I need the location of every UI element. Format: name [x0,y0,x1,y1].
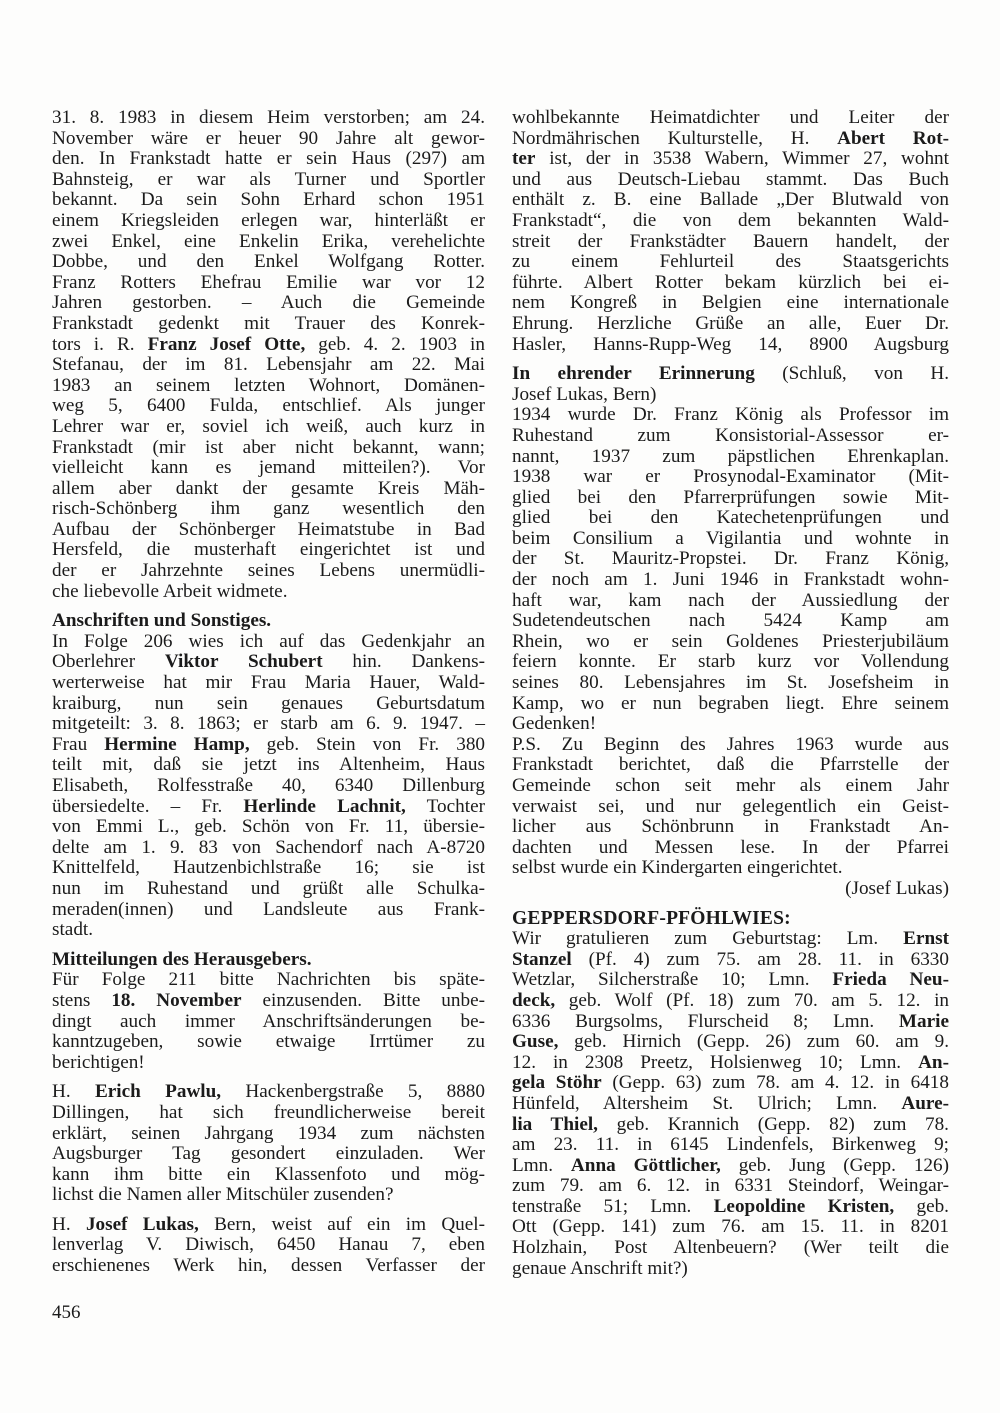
text-line [512,991,949,1012]
text-run: verwaist sei, und nur gelegentlich ein Geist- [512,795,949,817]
text-run: geb. Jung (Gepp. 126) [720,1154,949,1176]
text-run: hin. Dankens- [322,651,485,673]
text-run: Dobbe, und den Enkel Wolfgang Rotter. [52,251,485,273]
text-line [52,376,485,397]
text-run: Lehrer war er, soviel ich weiß, auch kurz in [52,415,485,437]
text-line [512,314,949,335]
text-run: Ehrung. Herzliche Grüße an alle, Euer Dr. [512,312,949,334]
text-run: Bahnsteig, er war als Turner und Sportler [52,168,485,190]
text-line [52,170,485,191]
text-line [512,108,949,129]
text-line [512,335,949,356]
text-line [52,1012,485,1033]
text-run: November wäre er heuer 90 Jahre alt gewor- [52,127,485,149]
text-run: weg 5, 6400 Fulda, entschlief. Als junger [52,395,485,417]
text-run: Ruhestand zum Konsistorial-Assessor er- [512,424,949,446]
text-run: Augsburger Tag gesondert einzuladen. Wer [52,1143,485,1165]
text-run: Oberlehrer [52,651,165,673]
text-run: (Pf. 4) zum 75. am 28. 11. in 6330 [571,948,949,970]
section-heading [512,909,949,930]
text-run: 1934 wurde Dr. Franz König als Professor im [512,404,949,426]
text-run: teilt mit, daß sie jetzt ins Altenheim, Haus [52,754,485,776]
text-run: Hersfeld, die musterhaft eingerichtet ist und [52,539,485,561]
text-run: Sudetendeutschen nach 5424 Kamp am [512,610,949,632]
text-line [52,273,485,294]
text-line [512,211,949,232]
text-run: mitgeteilt: 3. 8. 1863; er starb am 6. 9. 1947. – [52,713,485,735]
text-line [512,1135,949,1156]
text-line [52,417,485,438]
text-line [52,1144,485,1165]
text-line [52,190,485,211]
text-line [512,950,949,971]
text-run: enthält z. B. eine Ballade „Der Blutwald von [512,189,949,211]
text-line [52,108,485,129]
text-line [52,950,485,971]
text-run: Aufbau der Schönberger Heimatstube in Bad [52,518,485,540]
text-run: erschienenes Werk hin, dessen Verfasser der [52,1255,485,1277]
text-line [512,1217,949,1238]
text-line [52,499,485,520]
text-line [52,1053,485,1074]
text-run: Für Folge 211 bitte Nachrichten bis späte- [52,969,485,991]
text-run: Hasler, Hanns-Rupp-Weg 14, 8900 Augsburg [512,333,949,355]
text-line [52,817,485,838]
text-line [512,190,949,211]
text-line [52,970,485,991]
text-line [52,520,485,541]
text-run: übersiedelte. – Fr. [52,795,244,817]
text-run: dachten und Messen lese. In der Pfarrei [512,836,949,858]
text-run: zwei Enkel, eine Enkelin Erika, verehelichte [52,230,485,252]
text-run: 1938 war er Prosynodal-Examinator (Mit- [512,466,949,488]
bold-name: Leopoldine Kristen, [713,1195,895,1217]
text-run: kanntzugeben, sowie etwaige Irrtümer zu [52,1031,485,1053]
text-line [512,1073,949,1094]
text-line [512,929,949,950]
text-line [52,458,485,479]
text-run: (Schluß, von H. [754,363,949,385]
text-line [512,1012,949,1033]
text-run: wohlbekannte Heimatdichter und Leiter der [512,107,949,128]
text-run: Rhein, wo er sein Goldenes Priesterjubiläum [512,630,949,652]
text-run: der er Jahrzehnte seines Lebens unermüdli- [52,560,485,582]
text-line [512,1156,949,1177]
text-run: erklärt, seinen Jahrgang 1934 zum nächsten [52,1122,485,1144]
text-line [512,1032,949,1053]
text-run: geb. Krannich (Gepp. 82) zum 78. [597,1113,949,1135]
text-line [512,293,949,314]
bold-name: Erich Pawlu, [94,1081,222,1103]
right-column [512,108,949,1279]
text-run: nun im Ruhestand und grüßt alle Schulka- [52,877,485,899]
left-column [52,108,485,1277]
paragraph [52,108,485,602]
text-run: Kamp, wo er nun begraben liegt. Ehre seinem [512,692,949,714]
text-run: einzusenden. Bitte unbe- [241,989,485,1011]
text-run: Frankstadt gedenkt mit Trauer des Konrek- [52,312,485,334]
paragraph [512,929,949,1279]
bold-name: Josef Lukas, [85,1213,199,1235]
text-run: Stefanau, der im 81. Lebensjahr am 22. Mai [52,354,485,376]
text-run: bekannt. Da sein Sohn Erhard schon 1951 [52,189,485,211]
text-line [512,570,949,591]
text-line [52,479,485,500]
text-line [52,232,485,253]
text-line [52,632,485,653]
text-run: zum 79. am 6. 12. in 6331 Steindorf, Weingar- [512,1175,949,1197]
text-run: haft war, kam nach der Aussiedlung der [512,589,949,611]
text-run: selbst wurde ein Kindergarten eingerichtet. [512,857,843,879]
text-run: seines 80. Lebensjahres im St. Josefsheim in [512,672,949,694]
text-line [52,838,485,859]
text-line [52,314,485,335]
text-line [512,817,949,838]
text-line [512,1094,949,1115]
text-run: ist, der in 3538 Wabern, Wimmer 27, wohnt [535,148,949,170]
text-run: Knittelfeld, Hautzenbichlstraße 16; sie ist [52,857,485,879]
text-line [512,591,949,612]
bold-name: deck, [512,989,556,1011]
text-run: den. In Frankstadt hatte er sein Haus (297) am [52,148,485,170]
text-run: meraden(innen) und Landsleute aus Frank- [52,898,485,920]
text-line [512,129,949,150]
paragraph [512,108,949,355]
text-run: Wetzlar, Silcherstraße 10; Lmn. [512,969,833,991]
bold-name: Herlinde Lachnit, [243,795,406,817]
text-run: Frankstadt“, die von dem bekannten Wald- [512,209,949,231]
text-run: Hünfeld, Altersheim St. Ulrich; Lmn. [512,1092,902,1114]
text-line [52,1185,485,1206]
text-line [512,1259,949,1280]
text-line [52,561,485,582]
bold-name: lia Thiel, [512,1113,598,1135]
text-line [512,488,949,509]
text-run: vielleicht kann es jemand mitteilen?). Vor [52,457,485,479]
text-run: führte. Albert Rotter bekam kürzlich bei ei- [512,271,949,293]
text-run: der St. Mauritz-Propstei. Dr. Franz König, [512,548,949,570]
text-run: In Folge 206 wies ich auf das Gedenkjahr an [52,630,485,652]
bold-name: Stanzel [512,948,572,970]
text-run: risch-Schönberg ihm ganz wesentlich den [52,498,485,520]
text-line [52,293,485,314]
bold-name: Viktor Schubert [164,651,323,673]
text-run: Franz Rotters Ehefrau Emilie war vor 12 [52,271,485,293]
text-line [512,529,949,550]
text-line [512,797,949,818]
text-run: tors i. R. [52,333,148,355]
text-line [512,364,949,385]
text-line [52,211,485,232]
text-line [512,755,949,776]
bold-name: Abert Rot- [837,127,949,149]
text-run: Holzhain, Post Altenbeuern? (Wer teilt die [512,1237,949,1259]
bold-name: Hermine Hamp, [104,733,250,755]
text-line [52,1256,485,1277]
paragraph [52,1082,485,1206]
text-run: licher aus Schönbrunn in Frankstadt An- [512,816,949,838]
text-line [512,909,949,930]
text-run: glied bei den Katechetenprüfungen und [512,507,949,529]
text-run: dingt auch immer Anschriftsänderungen be- [52,1010,485,1032]
text-line [52,714,485,735]
text-run: Elisabeth, Rolfesstraße 40, 6340 Dillenburg [52,775,485,796]
text-line [512,694,949,715]
text-run: werterweise hat mir Frau Maria Hauer, Wald- [52,672,485,694]
text-run: H. [52,1213,86,1235]
text-run: stens [52,989,112,1011]
text-line [52,1082,485,1103]
text-line [52,1165,485,1186]
text-run: tenstraße 51; Lmn. [512,1195,714,1217]
bold-name: An- [918,1051,949,1073]
text-line [52,1103,485,1124]
text-run: P.S. Zu Beginn des Jahres 1963 wurde aus [512,733,949,755]
text-run: streit der Frankstädter Bauern handelt, der [512,230,949,252]
text-line [512,611,949,632]
paragraph [52,970,485,1073]
text-run: glied bei den Pfarrerprüfungen sowie Mit- [512,486,949,508]
text-run: che liebevolle Arbeit widmete. [52,580,288,602]
text-run: der noch am 1. Juni 1946 in Frankstadt wohn- [512,569,949,591]
text-line [512,714,949,735]
text-line [52,652,485,673]
text-line [512,632,949,653]
text-run: beim Consilium a Vigilantia und wohnte in [512,527,949,549]
text-line [52,1032,485,1053]
text-run: 31. 8. 1983 in diesem Heim verstorben; am 24. [52,107,485,128]
text-line [512,252,949,273]
text-run: nem Kongreß in Belgien eine internationale [512,292,949,314]
text-line [52,129,485,150]
text-line [512,447,949,468]
text-line [512,273,949,294]
text-line [512,776,949,797]
text-run: (Josef Lukas) [845,877,949,899]
text-run: von Emmi L., geb. Schön von Fr. 11, übersie- [52,816,485,838]
text-run: 12. in 2308 Preetz, Holsienweg 10; Lmn. [512,1051,919,1073]
text-run: H. [52,1081,95,1103]
text-run: Dillingen, hat sich freundlicherweise bereit [52,1101,485,1123]
text-run: delte am 1. 9. 83 von Sachendorf nach A-8720 [52,836,485,858]
text-line [52,879,485,900]
text-line [512,149,949,170]
text-run: am 23. 11. in 6145 Lindenfels, Birkenweg 9; [512,1134,949,1156]
text-run: geb. Stein von Fr. 380 [249,733,486,755]
text-line [512,1197,949,1218]
text-run: Tochter [405,795,485,817]
section-heading [52,950,485,971]
bold-name: Ernst [903,928,949,950]
text-line [52,611,485,632]
bold-name: 18. November [111,989,242,1011]
text-run: feiern konnte. Er starb kurz vor Vollendung [512,651,949,673]
text-line [512,838,949,859]
text-run: stadt. [52,919,94,941]
paragraph [512,405,949,735]
text-line [52,1215,485,1236]
section-heading [52,611,485,632]
text-line [52,355,485,376]
text-run: nannt, 1937 zum päpstlichen Ehrenkaplan. [512,445,949,467]
bold-name: In ehrender Erinnerung [512,363,755,385]
text-line [52,540,485,561]
text-run: geb. 4. 2. 1903 in [305,333,485,355]
paragraph [512,735,949,879]
text-run: Anschriften und Sonstiges. [52,610,272,632]
text-run: berichtigen! [52,1051,145,1073]
text-line [52,735,485,756]
paragraph [52,632,485,941]
text-run: 1983 an seinem letzten Wohnort, Domänen- [52,374,485,396]
text-line [512,1053,949,1074]
text-run: geb. [894,1195,949,1217]
text-line [512,735,949,756]
text-line [512,232,949,253]
text-line [52,582,485,603]
text-run: geb. Hirnich (Gepp. 26) zum 60. am 9. [558,1031,949,1053]
text-line [52,776,485,797]
text-line [512,385,949,406]
text-line [52,396,485,417]
text-run: und aus Deutsch-Liebau stammt. Das Buch [512,168,949,190]
text-run: Gemeinde schon seit mehr als einem Jahr [512,775,949,796]
text-run: Josef Lukas, Bern) [512,383,657,405]
author-signature [512,879,949,900]
text-run: Hackenbergstraße 5, 8880 [221,1081,485,1103]
text-line [512,467,949,488]
text-line [512,970,949,991]
page-number: 456 [52,1302,81,1323]
text-line [512,1238,949,1259]
bold-name: Franz Josef Otte, [147,333,306,355]
bold-name: Guse, [512,1031,559,1053]
bold-name: Aure- [901,1092,949,1114]
text-run: Bern, weist auf ein im Quel- [198,1213,486,1235]
text-line [52,149,485,170]
text-line [512,549,949,570]
text-run: kraiburg, nun sein genaues Geburtsdatum [52,692,485,714]
text-line [52,335,485,356]
text-run: kann ihm bitte ein Klassenfoto und mög- [52,1163,485,1185]
text-run: Nordmährischen Kulturstelle, H. [512,127,838,149]
text-run: Wir gratulieren zum Geburtstag: Lm. [512,928,904,950]
text-run: lenverlag V. Diwisch, 6450 Hanau 7, eben [52,1234,485,1256]
text-run: Frau [52,733,105,755]
text-line [52,920,485,941]
text-run: Jahren gestorben. – Auch die Gemeinde [52,292,485,314]
bold-name: Frieda Neu- [832,969,949,991]
text-run: Frankstadt (mir ist aber nicht bekannt, wann; [52,436,485,458]
text-run: Mitteilungen des Herausgebers. [52,948,312,970]
text-run: allem aber dankt der gesamte Kreis Mäh- [52,477,485,499]
text-line [512,405,949,426]
bold-name: ter [512,148,536,170]
text-run: Frankstadt berichtet, daß die Pfarrstelle der [512,754,949,776]
bold-name: Marie [898,1010,949,1032]
text-line [52,252,485,273]
text-run: Gedenken! [512,713,597,735]
text-line [52,797,485,818]
text-run: genaue Anschrift mit?) [512,1257,688,1279]
text-line [52,1124,485,1145]
text-run: einem Kriegsleiden erlegen war, hinterläßt er [52,209,485,231]
text-line [512,1176,949,1197]
text-run: (Gepp. 63) zum 78. am 4. 12. in 6418 [601,1072,949,1094]
text-line [512,170,949,191]
text-run: GEPPERSDORF-PFÖHLWIES: [512,907,791,929]
text-line [52,694,485,715]
text-line [52,755,485,776]
text-run: lichst die Namen aller Mitschüler zusenden? [52,1184,394,1206]
text-line [512,879,949,900]
text-run: Lmn. [512,1154,571,1176]
text-line [512,858,949,879]
paragraph [512,364,949,405]
text-run: zu einem Fehlurteil des Staatsgerichts [512,251,949,273]
text-line [52,673,485,694]
text-line [512,508,949,529]
text-line [512,426,949,447]
bold-name: Anna Göttlicher, [570,1154,721,1176]
text-run: 6336 Burgsolms, Flurscheid 8; Lmn. [512,1010,899,1032]
text-run: geb. Wolf (Pf. 18) zum 70. am 5. 12. in [555,989,949,1011]
text-line [52,1235,485,1256]
bold-name: gela Stöhr [512,1072,602,1094]
paragraph [52,1215,485,1277]
text-line [52,438,485,459]
text-line [52,991,485,1012]
text-line [512,652,949,673]
text-line [512,673,949,694]
text-run: Ott (Gepp. 141) zum 76. am 15. 11. in 8201 [512,1216,949,1238]
text-line [512,1115,949,1136]
text-line [52,858,485,879]
text-line [52,900,485,921]
